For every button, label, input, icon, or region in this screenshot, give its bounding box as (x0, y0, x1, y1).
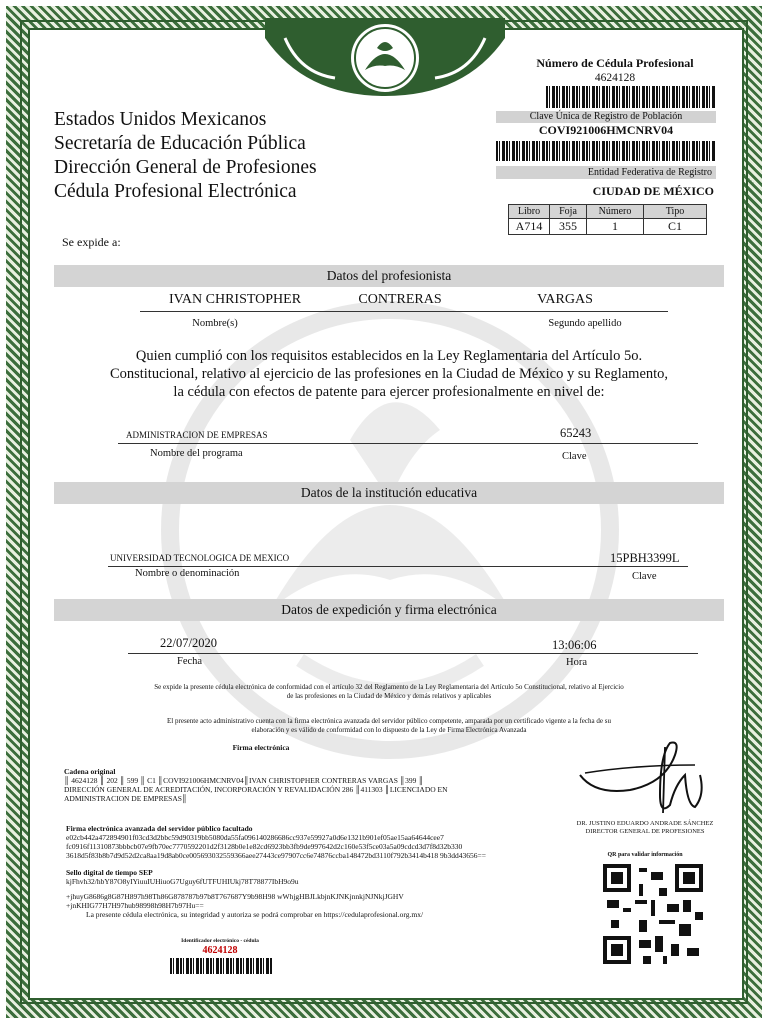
cadena-title: Cadena original (64, 767, 116, 776)
se-expide-label: Se expide a: (62, 235, 121, 249)
cadena-line: ADMINISTRACION DE EMPRESAS║ (64, 794, 188, 803)
registry-table (508, 204, 707, 235)
registry-header: Foja (550, 205, 587, 219)
sello-title: Sello digital de tiempo SEP (66, 868, 153, 877)
label-program: Nombre del programa (150, 448, 243, 459)
registry-libro: A714 (509, 219, 550, 235)
section-institucion: Datos de la institución educativa (54, 482, 724, 504)
statement-line: la cédula con efectos de patente para ejercer profesionalmente en nivel de: (173, 384, 605, 400)
first-name: IVAN CHRISTOPHER (168, 292, 302, 307)
national-seal-icon (265, 18, 505, 96)
cedula-number: 4624128 (594, 72, 636, 84)
issue-date: 22/07/2020 (160, 636, 217, 650)
firma-hash-line: 3618d5f83b8b7d9d52d2ca8aa19d8ab0ce005693032559366aee27443ce97907cc6e74876ccba148472bd3110f792b3414b418 9b3dd43656== (66, 851, 486, 860)
sello-line: kjFhvh32/hbY87O8yIYiuuIUHiuoG7Uguy6fUTFUHIUkj78T78877IbH9o9u (66, 877, 299, 886)
institution-name: UNIVERSIDAD TECNOLOGICA DE MEXICO (110, 553, 290, 563)
program-name: ADMINISTRACION DE EMPRESAS (126, 430, 268, 440)
cadena-original (64, 767, 524, 803)
cadena-line: ║ 4624128 ║ 202 ║ 599 ║ C1 ║COVI921006HMCNRV04║IVAN CHRISTOPHER CONTRERAS VARGAS ║399 ║ (64, 776, 424, 785)
entidad-label: Entidad Federativa de Registro (496, 166, 716, 179)
identificador-label: Identificador electrónico - cédula (181, 938, 259, 944)
statement-line: Constitucional, relativo al ejercicio de las profesiones en la Ciudad de México y su Reglamento, (109, 366, 669, 382)
firma-avanzada-title: Firma electrónica avanzada del servidor público facultado (66, 824, 253, 833)
section-profesionista: Datos del profesionista (54, 265, 724, 287)
firma-label: Firma electrónica (232, 743, 290, 752)
sello-line: +jhuyG8686g8G87H897h98Th86G878787b97b8T767687Y9b98H98 wWhjgHBJLkbjnKJNKjnnkjNJNkjJGHV (66, 892, 404, 901)
firma-hash-line: e02cb442a472894901f03cd3d2bbc59d90319bb5080da55fa096140286686cc937e59927a0d6e1321b901ef05ae15aa64644cee7 (66, 833, 444, 842)
institution-key: 15PBH3399L (610, 551, 680, 565)
label-time: Hora (566, 657, 587, 668)
issue-underline (128, 653, 698, 654)
legal-line: de las profesiones en la Ciudad de México y demás relativos y aplicables (286, 692, 492, 700)
first-last-name: CONTRERAS (358, 292, 442, 307)
label-date: Fecha (177, 656, 203, 667)
identificador-barcode (170, 958, 272, 974)
label-institution-key: Clave (632, 571, 657, 582)
registry-header: Libro (509, 205, 550, 219)
legal-line: Se expide la presente cédula electrónica de conformidad con el artículo 32 del Reglamento de la Ley Reglamentaria del Artículo 5o Constitucional, relativo al Ejercicio (154, 683, 624, 691)
legal-text-1 (54, 683, 724, 701)
label-institution-name: Nombre o denominación (135, 568, 240, 579)
registry-tipo: C1 (644, 219, 707, 235)
issuer-header (54, 108, 317, 204)
cadena-line: DIRECCIÓN GENERAL DE ACREDITACIÓN, INCORPORACIÓN Y REVALIDACIÓN 286 ║411303 ║LICENCIADO EN (64, 785, 448, 794)
cedula-barcode (546, 86, 716, 108)
name-underline (140, 311, 668, 312)
registry-header: Tipo (644, 205, 707, 219)
label-key: Clave (562, 451, 587, 462)
program-key: 65243 (560, 426, 592, 440)
registry-foja: 355 (550, 219, 587, 235)
statement-line: Quien cumplió con los requisitos establecidos en la Ley Reglamentaria del Artículo 5o. (135, 348, 643, 364)
entidad-value: CIUDAD DE MÉXICO (592, 184, 714, 198)
issue-time: 13:06:06 (552, 638, 597, 652)
legal-line: El presente acto administrativo cuenta con la firma electrónica avanzada del servidor público competente, amparada por un certificado vigente a la fecha de su (167, 717, 611, 725)
header-ministry: Secretaría de Educación Pública (54, 133, 306, 154)
curp-barcode (496, 141, 716, 161)
signer-block (560, 820, 730, 836)
section-expedicion: Datos de expedición y firma electrónica (54, 599, 724, 621)
header-directorate: Dirección General de Profesiones (54, 157, 317, 178)
handwritten-signature-icon (575, 735, 715, 820)
registry-numero: 1 (587, 219, 644, 235)
statement (54, 347, 724, 401)
signer-name: DR. JUSTINO EDUARDO ANDRADE SÁNCHEZ (576, 820, 714, 827)
sello-line: +jnKHIG77H7H97hub98998h98H7b97Hu== (66, 901, 204, 910)
program-underline (118, 443, 698, 444)
header-document-type: Cédula Profesional Electrónica (54, 181, 297, 202)
cedula-number-label: Número de Cédula Profesional (536, 56, 694, 70)
sello-digital (66, 868, 536, 919)
legal-line: elaboración y es válido de conformidad con lo dispuesto de la Ley de Firma Electrónica Avanzada (251, 726, 527, 734)
header-country: Estados Unidos Mexicanos (54, 109, 267, 130)
institution-underline (108, 566, 688, 567)
curp-value: COVI921006HMCNRV04 (538, 123, 674, 137)
label-segundo-apellido: Segundo apellido (548, 318, 622, 329)
curp-label: Clave Única de Registro de Población (496, 111, 716, 123)
second-last-name: VARGAS (537, 292, 593, 307)
legal-text-2 (54, 717, 724, 735)
registry-header: Número (587, 205, 644, 219)
signer-position: DIRECTOR GENERAL DE PROFESIONES (585, 828, 705, 835)
firma-avanzada (66, 824, 536, 860)
label-nombres: Nombre(s) (192, 318, 238, 329)
firma-hash-line: fc0916f11310873bbbcb07e9fb70ec7770592201d2f3128b0e1e82cd6923bb3fb9de997642d2c160e53f5ce03a5a09cdcd3d7f8d32b330 (66, 842, 463, 851)
identificador-value: 4624128 (202, 945, 238, 956)
qr-code-icon[interactable] (603, 864, 703, 964)
verification-url-text: La presente cédula electrónica, su integridad y autoriza se podrá comprobar en https://cedulaprofesional.org.mx/ (86, 910, 424, 919)
qr-label: QR para validar información (607, 852, 683, 858)
